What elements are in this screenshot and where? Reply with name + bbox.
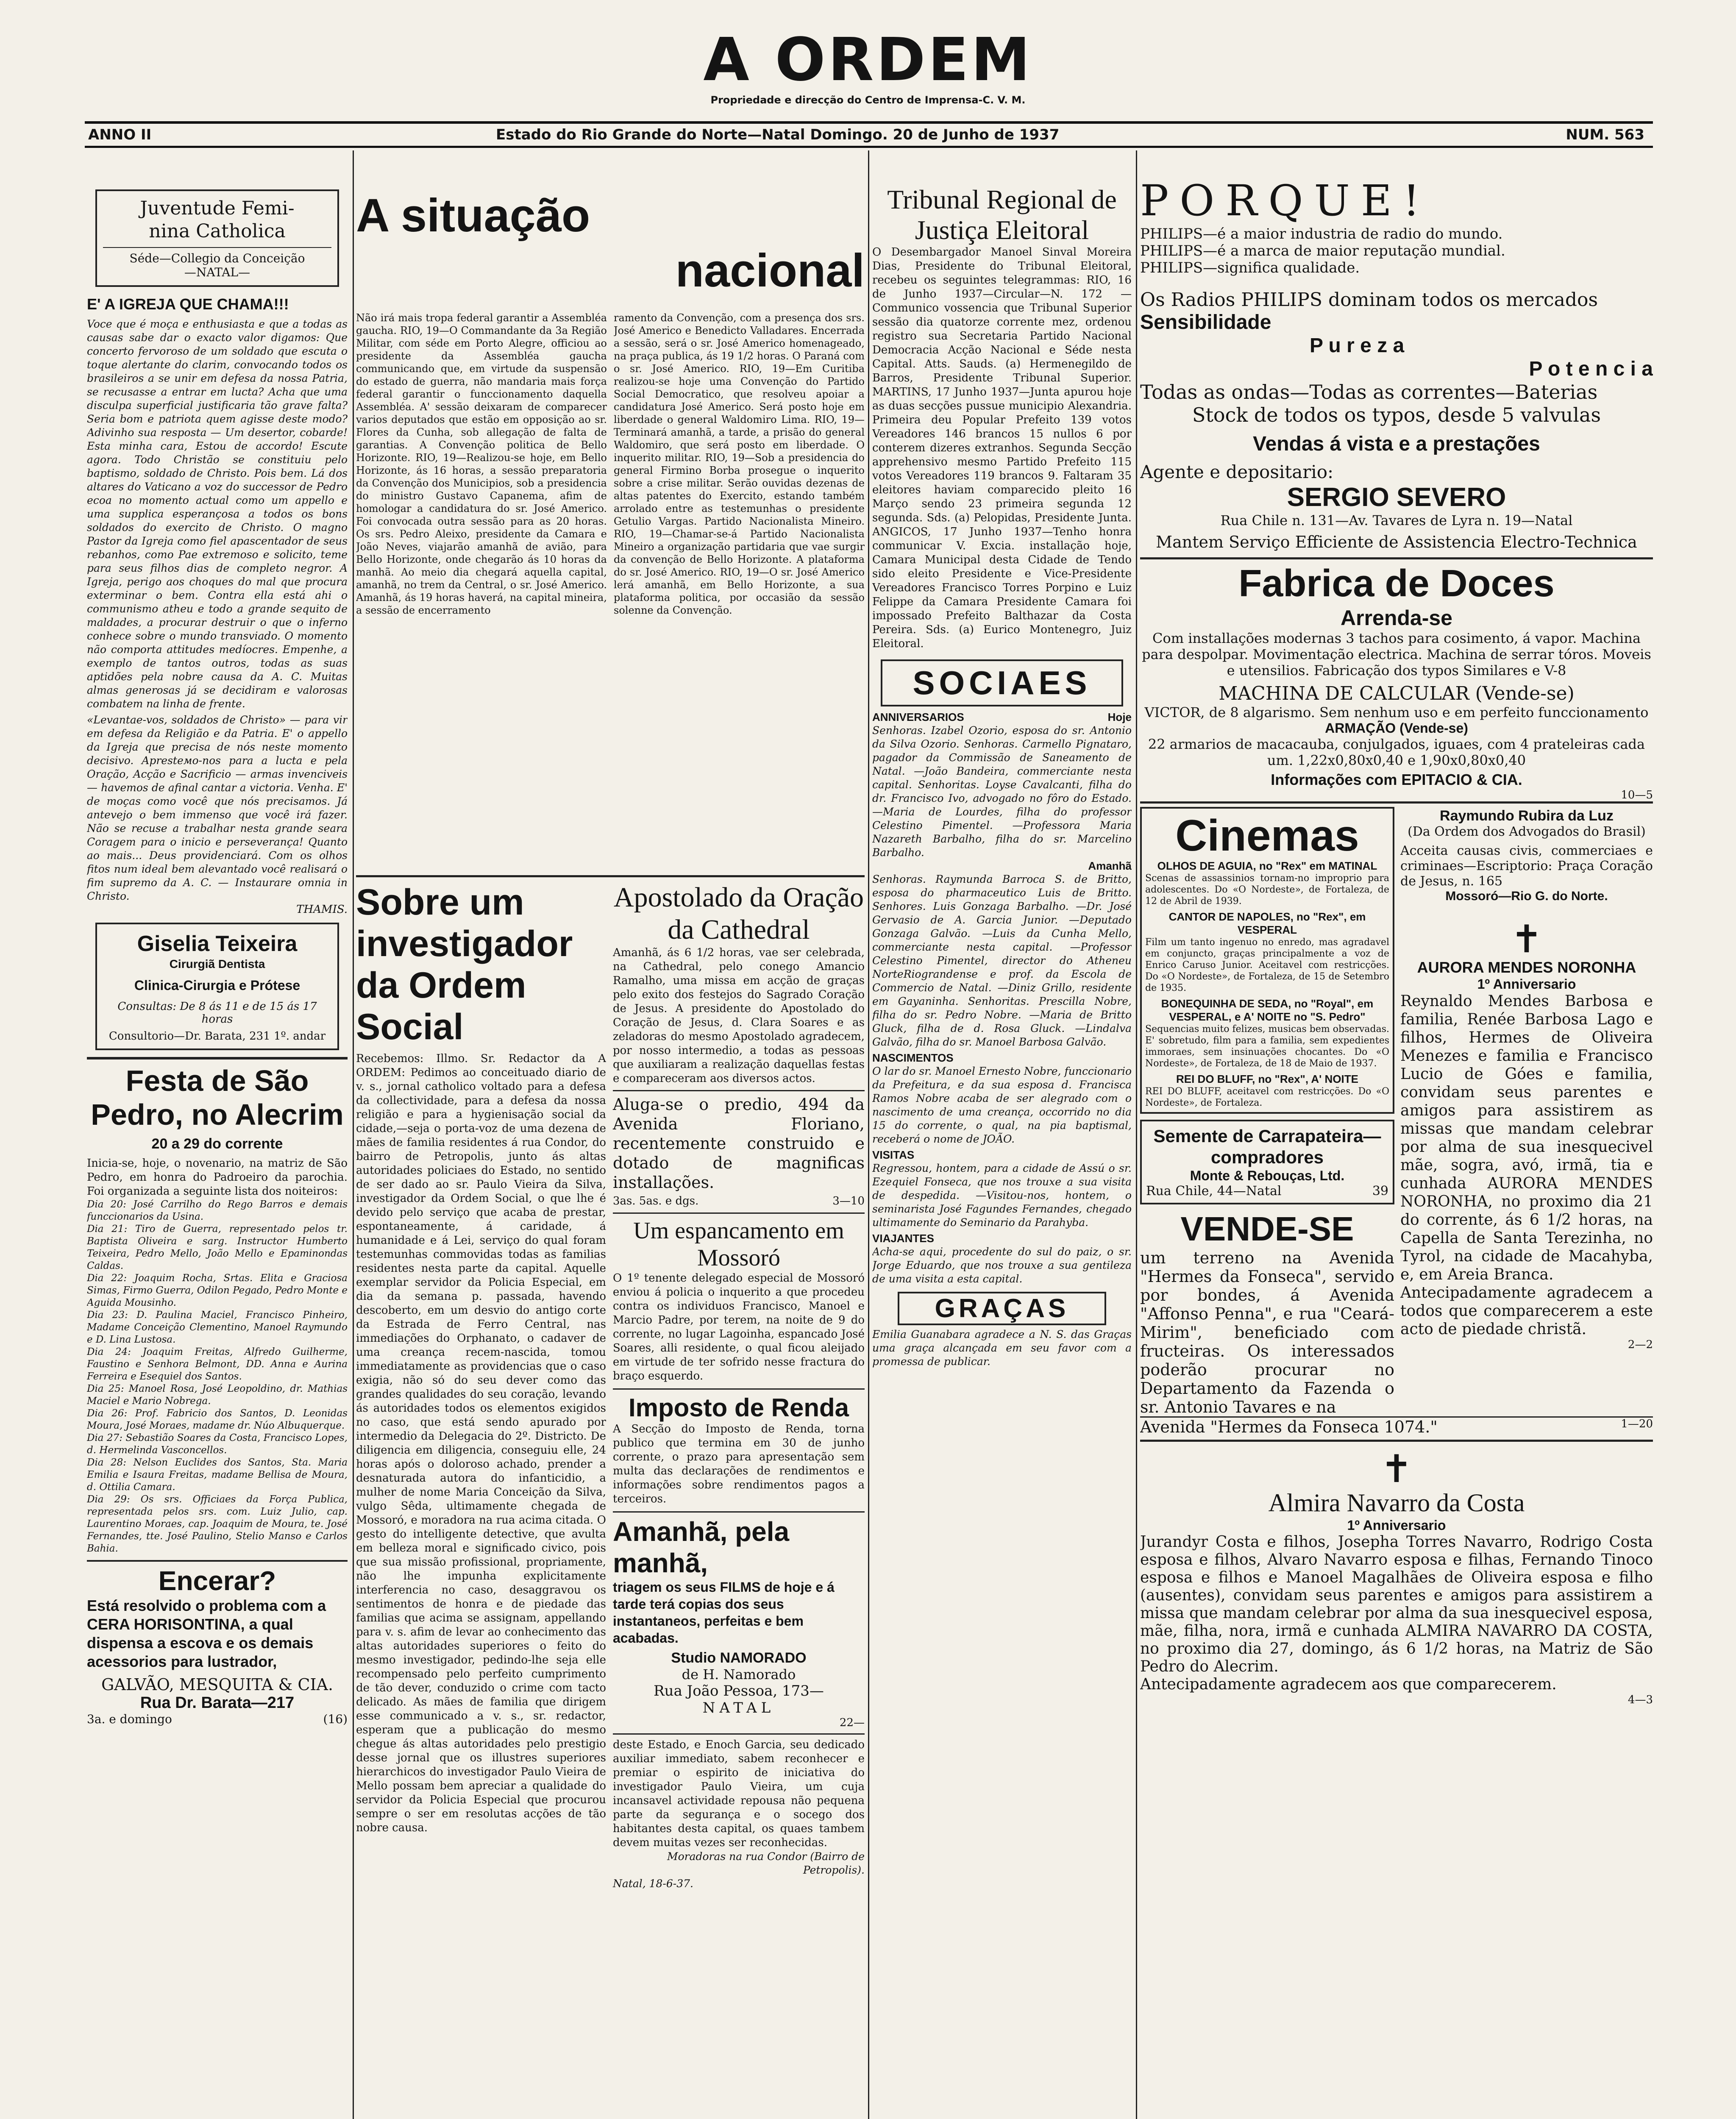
semente-address: Rua Chile, 44—Natal	[1146, 1184, 1282, 1199]
amanha-headline: Amanhã, pela manhã,	[613, 1516, 790, 1578]
agente-line: Agente e depositario:	[1140, 462, 1334, 482]
philips-line: PHILIPS—significa qualidade.	[1140, 259, 1360, 276]
col4-lower	[1140, 801, 1653, 1416]
imposto-headline: Imposto de Renda	[613, 1388, 865, 1422]
aniversarios-label: ANNIVERSARIOS	[872, 711, 964, 723]
cinema-title: CANTOR DE NAPOLES, no "Rex", em VESPERAL	[1168, 910, 1366, 936]
festa-day: Dia 20: José Carrilho do Rego Barros e demais funccionarios da Usina.	[87, 1199, 348, 1222]
aurora-text-2: Antecipadamente agradecem a todos que comparecerem a este acto de piedade christã.	[1400, 1284, 1653, 1338]
raymundo-name: Raymundo Rubira da Luz	[1440, 808, 1614, 824]
cinema-title: OLHOS DE AGUIA, no "Rex" em MATINAL	[1157, 859, 1377, 872]
festa-day: Dia 24: Joaquim Freitas, Alfredo Guilherme, Faustino e Senhora Belmont, DD. Anna e Aurina Ferreira e Esequiel dos Santos.	[87, 1346, 348, 1382]
festa-day: Dia 29: Os srs. Officiaes da Força Publica, representada pelos srs. com. Luiz Julio, cap. Laurentino Moraes, cap. Joaquim de Moura, te. José Fernandes, tte. José Paulino, Stelio Manso e Carlos Bahia.	[87, 1494, 348, 1554]
victor-text: VICTOR, de 8 algarismo. Sem nenhum uso e em perfeito funccionamento	[1144, 704, 1649, 720]
armacao-line: ARMAÇÃO (Vende-se)	[1325, 720, 1468, 736]
philips-line: PHILIPS—é a maior industria de radio do mundo.	[1140, 225, 1503, 242]
avenida-line	[1140, 1416, 1653, 1436]
visitas-text: Regressou, hontem, para a cidade de Assú o sr. Ezequiel Fonseca, que nos trouxe a sua visita de despedida. —Visitou-nos, hontem, o seminarista José Fagundes Fernandes, chegado ultimamente do Seminario da Parahyba.	[872, 1162, 1132, 1229]
cinemas-headline: Cinemas	[1175, 811, 1359, 860]
encerar-ad	[87, 1560, 348, 1726]
igreja-signature: THAMIS.	[296, 903, 348, 916]
tribunal-headline: Tribunal Regional de Justiça Eleitoral	[887, 184, 1117, 245]
aurora-num: 2—2	[1628, 1338, 1653, 1351]
sobre-text: Recebemos: Illmo. Sr. Redactor da A ORDEM: Pedimos ao conceituado diario de v. s., jornal catholico voltado para a defesa da collectividade, para a defesa da nossa religião e para a hygienisação social da cidade,—seja o porta-voz de uma dezena de mães de familia residentes á rua Condor, do bairro de Petropolis, junto ás altas autoridades policiaes do Estado, no sentido de ser dado ao sr. Paulo Vieira da Silva, investigador da Ordem Social, o que lhe é devido pelo serviço que acaba de prestar, espontaneamente, á caridade, á humanidade e á Lei, serviço do qual foram testemunhas commovidas todas as familias residentes nesta parte da capital. Aquelle exemplar servidor da Policia Especial, em dia da semana p. passada, havendo descoberto, em um desvio do antigo corte da Estrada de Ferro Central, nas immediações do Orphanato, o cadaver de uma creança recem-nascida, tomou immediatamente as providencias que o caso exigia, não só do seu dever como das grandes qualidades do seu coração, levando ás autoridades todos os elementos exigidos no caso, que está sendo apurado por intermedio da Delegacia do 2º. Districto. De diligencia em diligencia, conseguiu elle, 24 horas após o doloroso achado, prender a desnaturada autora do infanticidio, a mulher de nome Maria Conceição da Silva, vulgo Sêda, ultimamente chegada de Mossoró, e moradora na rua acima citada. O gesto do intelligente detective, que avulta em belleza moral e significado civico, pois que sua missão profissional, propriamente, não lhe impunha explicitamente interferencia no caso, desaggravou os sentimentos de honra e de piedade das familias que acima se assignam, appellando para v. s. afim de levar ao conhecimento das altas autoridades superiores o feito do mesmo investigador, pedindo-lhe seja elle recompensado pelo perfeito cumprimento de tão dever, conduzido o crime com tacto delicado. As mães de familia que dirigem esse communicado a v. s., sr. redactor, esperam que a publicação do mesmo chegue ás altas autoridades pelo prestigio desse jornal que os illustres superiores hierarchicos do investigador Paulo Vieira de Mello possam bem apreciar a qualidade do servidor da Policia Especial que procurou sempre o ser em resolutas acções de tão nobre causa.	[356, 1052, 606, 1834]
masthead-rule-top	[85, 121, 1653, 124]
aurora-anniversary: 1º Anniversario	[1477, 976, 1576, 992]
raymundo-text: Acceita causas civis, commerciaes e criminaes—Escriptorio: Praça Coração de Jesus, n. 165	[1400, 843, 1653, 889]
festa-list	[87, 1199, 348, 1555]
encerar-store: GALVÃO, MESQUITA & CIA.	[101, 1675, 334, 1694]
viajantes-head: VIAJANTES	[872, 1232, 934, 1245]
amanha-label: Amanhã	[1088, 859, 1132, 872]
fabrica-headline: Fabrica de Doces	[1238, 562, 1555, 605]
sobre-continuation	[613, 1733, 865, 1891]
nascimentos-head: NASCIMENTOS	[872, 1051, 954, 1064]
year-label: ANNO II	[88, 126, 152, 143]
col2-inner-right	[613, 877, 865, 2119]
nascimentos-text: O lar do sr. Manoel Ernesto Nobre, funccionario da Prefeitura, e da sua esposa d. Francisca Ramos Nobre acaba de ser alegrado com o nascimento de uma creança, occorrido no dia 15 do corrente, o qual, na pia baptismal, receberá o nome de JOÃO.	[872, 1065, 1132, 1145]
column-3	[872, 150, 1132, 2119]
sobre-headline: Sobre um investigador da Ordem Social	[356, 882, 573, 1047]
almira-notice	[1140, 1440, 1653, 1706]
almira-num: 4—3	[1628, 1694, 1653, 1706]
studio-city: NATAL	[702, 1699, 775, 1716]
giselia-role: Cirurgiã Dentista	[169, 957, 265, 971]
col4-lower-right	[1400, 804, 1653, 1416]
headline-line-1: A situação	[356, 189, 590, 242]
festa-headline: Festa de São Pedro, no Alecrim	[87, 1057, 348, 1132]
amanha-text: triagem os seus FILMS de hoje e á tarde terá copias dos seus instantaneos, perfeitas e bem acabadas.	[613, 1580, 835, 1646]
apostolado-headline: Apostolado da Oração da Cathedral	[613, 882, 864, 945]
encerar-address: Rua Dr. Barata—217	[140, 1694, 295, 1712]
juventude-seat: Séde—Collegio da Conceição	[103, 247, 331, 265]
sergio-name: SERGIO SEVERO	[1287, 483, 1506, 512]
giselia-ad	[95, 923, 339, 1050]
juventude-title: Juventude Femi-	[140, 197, 295, 219]
masthead-rule-bottom	[85, 146, 1653, 148]
info-line: Informações com EPITACIO & CIA.	[1271, 771, 1522, 788]
igreja-text-2: «Levantae-vos, soldados de Christo» — para vir em defesa da Religião e da Patria. E' o appello da Igreja que precisa de nós neste momento decisivo. Apresteмо-nos para a lucta e pela Oração, Acção e Sacrificio — armas invenciveis — havemos de afinal cantar a victoria. Venha. E' de moças como você que nós precisamos. Já antevejo o bem immenso que você irá fazer. Não se recuse a trabalhar nesta grande seara Coragem para o inicio e perseverança! Quanto ao mais... Deus providenciará. Com os olhos fitos num ideal bem alevantado você realisará o fim supremo da A. C. — Instaurare omnia in Christo.	[87, 714, 348, 902]
column-divider	[1136, 150, 1137, 2119]
juventude-title-2: nina Catholica	[149, 220, 286, 242]
cross-icon: ✝	[1511, 917, 1543, 962]
cinemas-box	[1140, 807, 1394, 1114]
sergio-address: Rua Chile n. 131—Av. Tavares de Lyra n. 19—Natal	[1220, 512, 1573, 528]
aluga-num: 3—10	[832, 1195, 865, 1207]
festa-day: Dia 22: Joaquim Rocha, Srtas. Elita e Graciosa Simas, Firmo Guerra, Odilon Pegado, Pedro Monte e Aguida Mousinho.	[87, 1273, 348, 1308]
almira-anniversary: 1º Anniversario	[1347, 1518, 1446, 1533]
festa-day: Dia 28: Nelson Euclides dos Santos, Sta. Maria Emilia e Isaura Freitas, madame Bellisa de Moura, d. Ottilia Camara.	[87, 1457, 348, 1493]
armarios-text: 22 armarios de macacauba, conjulgados, iguaes, com 4 prateleiras cada um. 1,22x0,80x0,40 e 1,90x0,80x0,40	[1148, 736, 1645, 768]
sociaes-text-2: Senhoras. Raymunda Barroca S. de Britto, esposa do pharmaceutico Luis de Britto. Senhores. Luis Gonzaga Barbalho. —Dr. José Gervasio de A. Garcia Junior. —Deputado Gonzaga Galvão. —Luis da Cunha Mello, commerciante nesta capital. —Professor Celestino Pimentel, director do Atheneu NorteRiograndense e prof. da Escola de Commercio de Natal. —Diniz Grillo, residente em Gayaninha. Senhoritas. Prescilla Nobre, filha do sr. Pedro Nobre. —Maria de Britto Gluck, filha de d. Rosa Gluck. —Lindalva Galvão, filha do sr. Manoel Barbosa Galvão.	[872, 873, 1132, 1048]
festa-day: Dia 26: Prof. Fabricio dos Santos, D. Leonidas Moura, José Moraes, madame dr. Núo Albuquerque.	[87, 1408, 348, 1431]
sensibilidade: Sensibilidade	[1140, 311, 1271, 334]
apostolado-text: Amanhã, ás 6 1/2 horas, vae ser celebrada, na Cathedral, pelo conego Amancio Ramalho, uma missa em acção de graças pelo exito dos festejos do Sagrado Coração de Jesus. A presidente do Apostolado do Coração de Jesus, d. Clara Soares e as zeladoras do mesmo Apostolado agradecem, por nosso intermedio, a todas as pessoas que auxiliaram a realização daquellas festas e compareceram aos diversos actos.	[613, 946, 865, 1085]
semente-company: Monte & Rebouças, Ltd.	[1190, 1168, 1345, 1183]
sobre-date: Natal, 18-6-37.	[613, 1877, 693, 1890]
aluga-days: 3as. 5as. e dgs.	[613, 1195, 699, 1207]
headline-line-2: nacional	[675, 245, 865, 297]
festa-day: Dia 27: Sebastião Soares da Costa, Francisco Lopes, d. Hermelinda Vasconcellos.	[87, 1432, 348, 1456]
aurora-name: AURORA MENDES NORONHA	[1417, 959, 1636, 976]
vendas-line: Vendas á vista e a prestações	[1253, 433, 1540, 455]
situacao-text-left: Não irá mais tropa federal garantir a Assembléa gaucha. RIO, 19—O Commandante da 3a Região Militar, com séde em Porto Alegre, officiou ao presidente da Assembléa gaucha communicando que, em virtude da suspensão do estado de guerra, não mandaria mais força federal garantir o funccionamento daquella Assembléa. A' sessão deixaram de comparecer varios deputados que estão em opposição ao sr. Flores da Cunha, sob allegação de falta de garantias. A Convenção politica de Bello Horizonte. RIO, 19—Realizou-se hoje, em Bello Horizonte, ás 16 horas, a sessão preparatoria da Convenção dos Municipios, sob a presidencia do ministro Gustavo Capanema, afim de homologar a candidatura do sr. José Americo. Foi convocada outra sessão para as 20 horas. Os srs. Pedro Aleixo, presidente da Camara e João Neves, viajarão amanhã de avião, para Bello Horizonte, onde chegarão ás 10 horas da manhã. Ao meio dia chegará aquella capital, amanhã, no trem da Central, o sr. José Americo. Amanhã, ás 19 horas haverá, na capital mineira, a sessão de encerramento	[356, 312, 607, 616]
avenida-num: 1—20	[1621, 1418, 1653, 1430]
encerar-title: Encerar?	[158, 1566, 276, 1596]
cinema-text: Sequencias muito felizes, musicas bem observadas. E' sobretudo, film para a familia, sem expedientes immoraes, sem insinuações chocantes. Do «O Nordeste», de Fortaleza, de 18 de Maio de 1937.	[1145, 1024, 1389, 1069]
aluga-tag	[613, 1195, 865, 1207]
imposto-text: A Secção do Imposto de Renda, torna publico que termina em 30 de junho corrente, o prazo para apresentação sem multa das declarações de rendimentos e informações sobre rendimentos pagos a terceiros.	[613, 1423, 865, 1505]
situacao-headline	[356, 150, 865, 311]
fabrica-text: Com installações modernas 3 tachos para cosimento, á vapor. Machina para despolpar. Movimentação electrica. Machina de serrar tóros. Moveis e utensilios. Fabricação dos typos Similares e V-8	[1142, 630, 1651, 679]
sociaes-headline: SOCIAES	[881, 659, 1123, 706]
sobre-continuation-text: deste Estado, e Enoch Garcia, seu dedicado auxiliar immediato, sabem reconhecer e premiar o espirito de iniciativa do investigador Paulo Vieira, um cuja incansavel actividade repousa não pequena parte da segurança e o socego dos habitantes desta capital, os quaes tambem devem muitas vezes ser reconhecidas.	[613, 1738, 865, 1849]
philips-line: PHILIPS—é a marca de maior reputação mundial.	[1140, 242, 1505, 259]
igreja-headline: E' A IGREJA QUE CHAMA!!!	[87, 295, 289, 313]
situacao-text-right: ramento da Convenção, com a presença dos srs. José Americo e Benedicto Valladares. Encerrada a sessão, será o sr. José Americo homenageado, na praça publica, ás 19 1/2 horas. O Paraná com o sr. José Americo. RIO, 19—Em Curitiba realizou-se hoje uma Convenção do Partido Social Democratico, que resolveu apoiar a candidatura José Americo. Será posto hoje em liberdade o general Waldomiro Lima. RIO, 19—Terminará amanhã, a tarde, a prisão do general Waldomiro, que será posto em liberdade. O inquerito militar. RIO, 19—Sob a presidencia do general Firmino Borba prosegue o inquerito sobre a crise militar. Serão ouvidas dezenas de altas patentes do Exercito, estando também arrolado entre as testemunhas o presidente Getulio Vargas. Partido Nacionalista Mineiro. RIO, 19—Chamar-se-á Partido Nacionalista Mineiro a organização partidaria que vae surgir da convenção de Bello Horizonte. A plataforma do sr. José Americo. RIO, 19—O sr. José Americo lerá amanhã, em Bello Horizonte, a sua plataforma politica, por occasião da sessão solenne da Convenção.	[614, 312, 865, 616]
raymundo-sub: (Da Ordem dos Advogados do Brasil)	[1408, 824, 1646, 839]
stock-line: Stock de todos os typos, desde 5 valvulas	[1192, 403, 1601, 426]
situacao-body	[356, 311, 865, 875]
encerar-num: (16)	[323, 1712, 348, 1726]
pureza: P u r e z a	[1310, 334, 1405, 357]
festa-day: Dia 21: Tiro de Guerra, representado pelos tr. Baptista Oliveira e sarg. Instructor Humberto Teixeira, Pedro Mello, João Mello e Epaminondas Caldas.	[87, 1224, 348, 1271]
semente-headline: Semente de Carrapateira—compradores	[1153, 1126, 1381, 1167]
sociaes-text: Senhoras. Izabel Ozorio, esposa do sr. Antonio da Silva Ozorio. Senhoras. Carmello Pignataro, pagador da Commissão de Saneamento de Natal. —João Bandeira, commerciante nesta capital. Senhoritas. Loyse Cavalcanti, filha do dr. Francisco Ivo, advogado no fôro do Estado. —Maria de Lourdes, filha do professor Celestino Pimentel. —Professora Maria Nazareth Barbalho, filha do sr. Marcelino Barbalho.	[872, 724, 1132, 859]
porque-headline: PORQUE!	[1140, 176, 1431, 225]
tribunal-text: O Desembargador Manoel Sinval Moreira Dias, Presidente do Tribunal Eleitoral, recebeu os seguintes telegrammas: RIO, 16 de Junho 1937—Circular—N. 172 — Communico vossencia que Tribunal Superior sessão dia quatorze corrente mez, ordenou registro sua Secretaria Partido Nacional Democracia Acção Nacional e Séde nesta Capital. Atts. Sauds. (a) Hermenegildo de Barros, Presidente Tribunal Superior. MARTINS, 17 Junho 1937—Junta apurou hoje as duas secções pussue municipio Alexandria. Primeira deu Popular Prefeito 139 votos Vereadores 146 brancos 15 nullos 6 por conterem dizeres extranhos. Segunda Secção apprehensivo mesmo Partido Prefeito 115 votos Vereadores 119 brancos 9. Faltaram 35 eleitores haviam comparecido pleito 16 Março sendo 23 primeira segunda 12 segunda. Sds. (a) Pelopidas, Presidente Junta. ANGICOS, 17 Junho 1937—Tenho honra communicar V. Excia. installação hoje, Camara Municipal desta Cidade de Tendo sido eleito Presidente e Vice-Presidente Vereadores Francisco Torres Porpino e Luiz Felippe da Camara Presidente Camara foi impossado Prefeito Balthazar da Costa Pereira. Sds. (a) Eurico Montenegro, Juiz Eleitoral.	[872, 246, 1132, 650]
espancamento-headline: Um espancamento em Mossoró	[613, 1212, 865, 1271]
encerar-days: 3a. e domingo	[87, 1712, 172, 1726]
mantem-line: Mantem Serviço Efficiente de Assistencia Electro-Technica	[1156, 533, 1637, 551]
calcular-line: MACHINA DE CALCULAR (Vende-se)	[1219, 683, 1575, 704]
dateline	[85, 126, 1653, 146]
almira-text-2: Antecipadamente agradecem aos que comparecerem.	[1140, 1676, 1557, 1693]
issue-number: NUM. 563	[1566, 126, 1644, 143]
almira-text: Jurandyr Costa e filhos, Josepha Torres Navarro, Rodrigo Costa esposa e filhos, Alvaro Navarro esposa e filhas, Fernando Tinoco esposa e filhos e Manoel Magalhães de Oliveira esposa e filho (ausentes), convidam seus parentes e amigos para assistirem a missa que mandam celebrar por alma da sua inesquecivel esposa, mãe, filha, nora, irmã e cunhada ALMIRA NAVARRO DA COSTA, no proximo dia 27, domingo, ás 6 1/2 horas, na Matriz de São Pedro do Alecrim.	[1140, 1533, 1653, 1675]
aniversarios-head	[872, 711, 1132, 724]
column-divider	[868, 150, 869, 2119]
column-divider	[353, 150, 354, 2119]
giselia-specialty: Clinica-Cirurgia e Prótese	[134, 978, 300, 993]
column-1	[87, 150, 348, 2119]
festa-dates: 20 a 29 do corrente	[151, 1136, 283, 1152]
cinema-text: Film um tanto ingenuo no enredo, mas agradavel em conjuncto, graças principalmente a voz de Enrico Caruso Junior. Aceitavel com restricções. Do «O Nordeste», de Fortaleza, de 15 de Setembro de 1935.	[1145, 937, 1389, 993]
avenida-text: Avenida "Hermes da Fonseca 1074."	[1140, 1418, 1438, 1436]
igreja-text: Voce que é moça e enthusiasta e que a todas as causas sabe dar o exacto valor digamos: Que concerto fervoroso de um soldado que escuta o toque alertante do clarim, convocando todos os brasileiros a se unir em defesa da nossa Patria, se recusasse a entrar em lucta? Acha que uma disculpa superficial justificaria tão grave falta? Seria bom e patriota quem agisse deste modo? Adivinho sua resposta — Um desertor, cobarde! Esta minha cara, Estou de accordo! Escute agora. Todo Christão se constituiu pelo baptismo, soldado de Christo. Pois bem. Lá dos altares do Vaticano a voz do successor de Pedro ecoa no momento actual como um appello e uma supplica esperançosa a todos os bons soldados do exercito de Christo. O magno Pastor da Igreja como fiel apascentador de seus rebanhos, como Pae extremoso e solicito, teme para seus filhos dias de completo negror. A Igreja, perigo aos choques do mal que procura exterminar o bem. Contra ella está ahi o communismo atheu e todo a grande sequito de maldades, a procurar destruir o que o inferno conhece sobre o mundo transviado. O momento não comporta attitudes medíocres. Empenhe, a exemplo de tantos outros, todas as suas aptidões pela nobre causa da A. C. Muitas almas generosas já se decidiram e valorosas combatem na linha de frente.	[87, 318, 348, 710]
studio-num: 22—	[839, 1716, 865, 1729]
sobre-signature: Moradoras na rua Condor (Bairro de Petropolis).	[667, 1850, 865, 1876]
encerar-text: Está resolvido o problema com a CERA HORISONTINA, a qual dispensa a escova e os demais acessorios para lustrador,	[87, 1597, 326, 1670]
aniversarios-hoje: Hoje	[1107, 711, 1132, 723]
cross-icon: ✝	[1380, 1447, 1413, 1491]
cinema-text: Scenas de assassinios tornam-no improprio para adolescentes. Do «O Nordeste», de Fortaleza, de 12 de Abril de 1939.	[1145, 873, 1389, 907]
gracas-text: Emilia Guanabara agradece a N. S. das Graças uma graça alcançada em seu favor com a promessa de publicar.	[872, 1328, 1132, 1368]
gracas-headline: GRAÇAS	[898, 1292, 1106, 1325]
juventude-box	[95, 189, 339, 287]
sobre-article	[356, 877, 606, 2119]
espancamento-text: O 1º tenente delegado especial de Mossoró enviou á policia o inquerito a que procedeu contra os individuos Francisco, Manoel e Marcio Padre, por terem, na noite de 9 do corrente, no lugar Lagoinha, espancado José Soares, alli residente, o qual ficou aleijado em virtude de ter sofrido nesse fractura do braço esquerdo.	[613, 1272, 865, 1382]
info-num: 10—5	[1621, 789, 1653, 801]
arrenda-label: Arrenda-se	[1341, 606, 1452, 630]
col4-lower-left	[1140, 804, 1394, 1416]
almira-name: Almira Navarro da Costa	[1268, 1489, 1525, 1517]
column-4	[1140, 150, 1653, 2119]
visitas-head: VISITAS	[872, 1148, 915, 1161]
semente-address-line	[1146, 1184, 1388, 1199]
giselia-office: Consultorio—Dr. Barata, 231 1º. andar	[108, 1030, 326, 1043]
festa-day: Dia 25: Manoel Rosa, José Leopoldino, dr. Mathias Maciel e Mario Nobrega.	[87, 1383, 348, 1407]
semente-ad	[1140, 1120, 1394, 1204]
juventude-city: —NATAL—	[184, 265, 250, 279]
cinema-title: REI DO BLUFF, no "Rex", A' NOITE	[1176, 1073, 1358, 1085]
todas-ondas: Todas as ondas—Todas as correntes—Baterias	[1140, 381, 1598, 403]
studio-name: Studio NAMORADO	[671, 1650, 807, 1666]
lower-section	[356, 875, 865, 2119]
giselia-name: Giselia Teixeira	[137, 932, 298, 956]
aluga-text: Aluga-se o predio, 494 da Avenida Floriano, recentemente construido e dotado de magnificas installações.	[613, 1095, 865, 1192]
aluga-ad	[613, 1090, 865, 1207]
aurora-text: Reynaldo Mendes Barbosa e familia, Renée Barbosa Lago e filhos, Hermes de Oliveira Menezes e familia e Francisco Lucio de Góes e familia, convidam seus parentes e amigos para assistirem as missas que mandam celebrar por alma de sua inesquecivel mãe, sogra, avó, irmã, tia e cunhada AURORA MENDES NORONHA, no proximo dia 21 do corrente, ás 6 1/2 horas, na Capella de Santa Terezinha, no Tyrol, na cidade de Macahyba, e, em Areia Branca.	[1400, 993, 1653, 1283]
festa-day: Dia 23: D. Paulina Maciel, Francisco Pinheiro, Madame Conceição Clementino, Manoel Raymundo e D. Lina Lustosa.	[87, 1310, 348, 1345]
viajantes-text: Acha-se aqui, procedente do sul do paiz, o sr. Jorge Eduardo, que nos trouxe a sua gentileza de uma visita a esta capital.	[872, 1246, 1132, 1285]
column-2	[356, 150, 865, 2119]
fabrica-ad	[1140, 557, 1653, 801]
vende-text: um terreno na Avenida "Hermes da Fonseca", servido por bondes, á Avenida "Affonso Penna", e rua "Ceará-Mirim", beneficiado com fructeiras. Os interessados poderão procurar no Departamento da Fazenda o sr. Antonio Tavares e na	[1140, 1249, 1394, 1416]
cinema-title: BONEQUINHA DE SEDA, no "Royal", em VESPERAL, e A' NOITE no "S. Pedro"	[1161, 997, 1374, 1023]
semente-num: 39	[1372, 1184, 1388, 1199]
studio-owner: de H. Namorado	[682, 1666, 796, 1682]
encerar-tag	[87, 1712, 348, 1726]
location-date: Estado do Rio Grande do Norte—Natal Domingo. 20 de Junho de 1937	[496, 126, 1060, 143]
giselia-hours: Consultas: De 8 ás 11 e de 15 ás 17 horas	[117, 1000, 317, 1026]
festa-intro: Inicia-se, hoje, o novenario, na matriz de São Pedro, em honra do Padroeiro da parochia. Foi organizada a seguinte lista dos noiteiros:	[87, 1157, 348, 1198]
potencia: P o t e n c i a	[1529, 358, 1653, 380]
newspaper-title: A ORDEM	[703, 25, 1033, 95]
raymundo-city: Mossoró—Rio G. do Norte.	[1445, 889, 1608, 903]
dominam-line: Os Radios PHILIPS dominam todos os mercados	[1140, 289, 1598, 311]
studio-address: Rua João Pessoa, 173—	[654, 1682, 824, 1699]
cinema-text: REI DO BLUFF, aceitavel com restricções. Do «O Nordeste», de Fortaleza.	[1145, 1086, 1389, 1108]
vende-headline: VENDE-SE	[1180, 1210, 1354, 1248]
studio-ad	[613, 1511, 865, 1729]
ownership-line: Propriedade e direcção do Centro de Imprensa-C. V. M.	[710, 94, 1026, 106]
